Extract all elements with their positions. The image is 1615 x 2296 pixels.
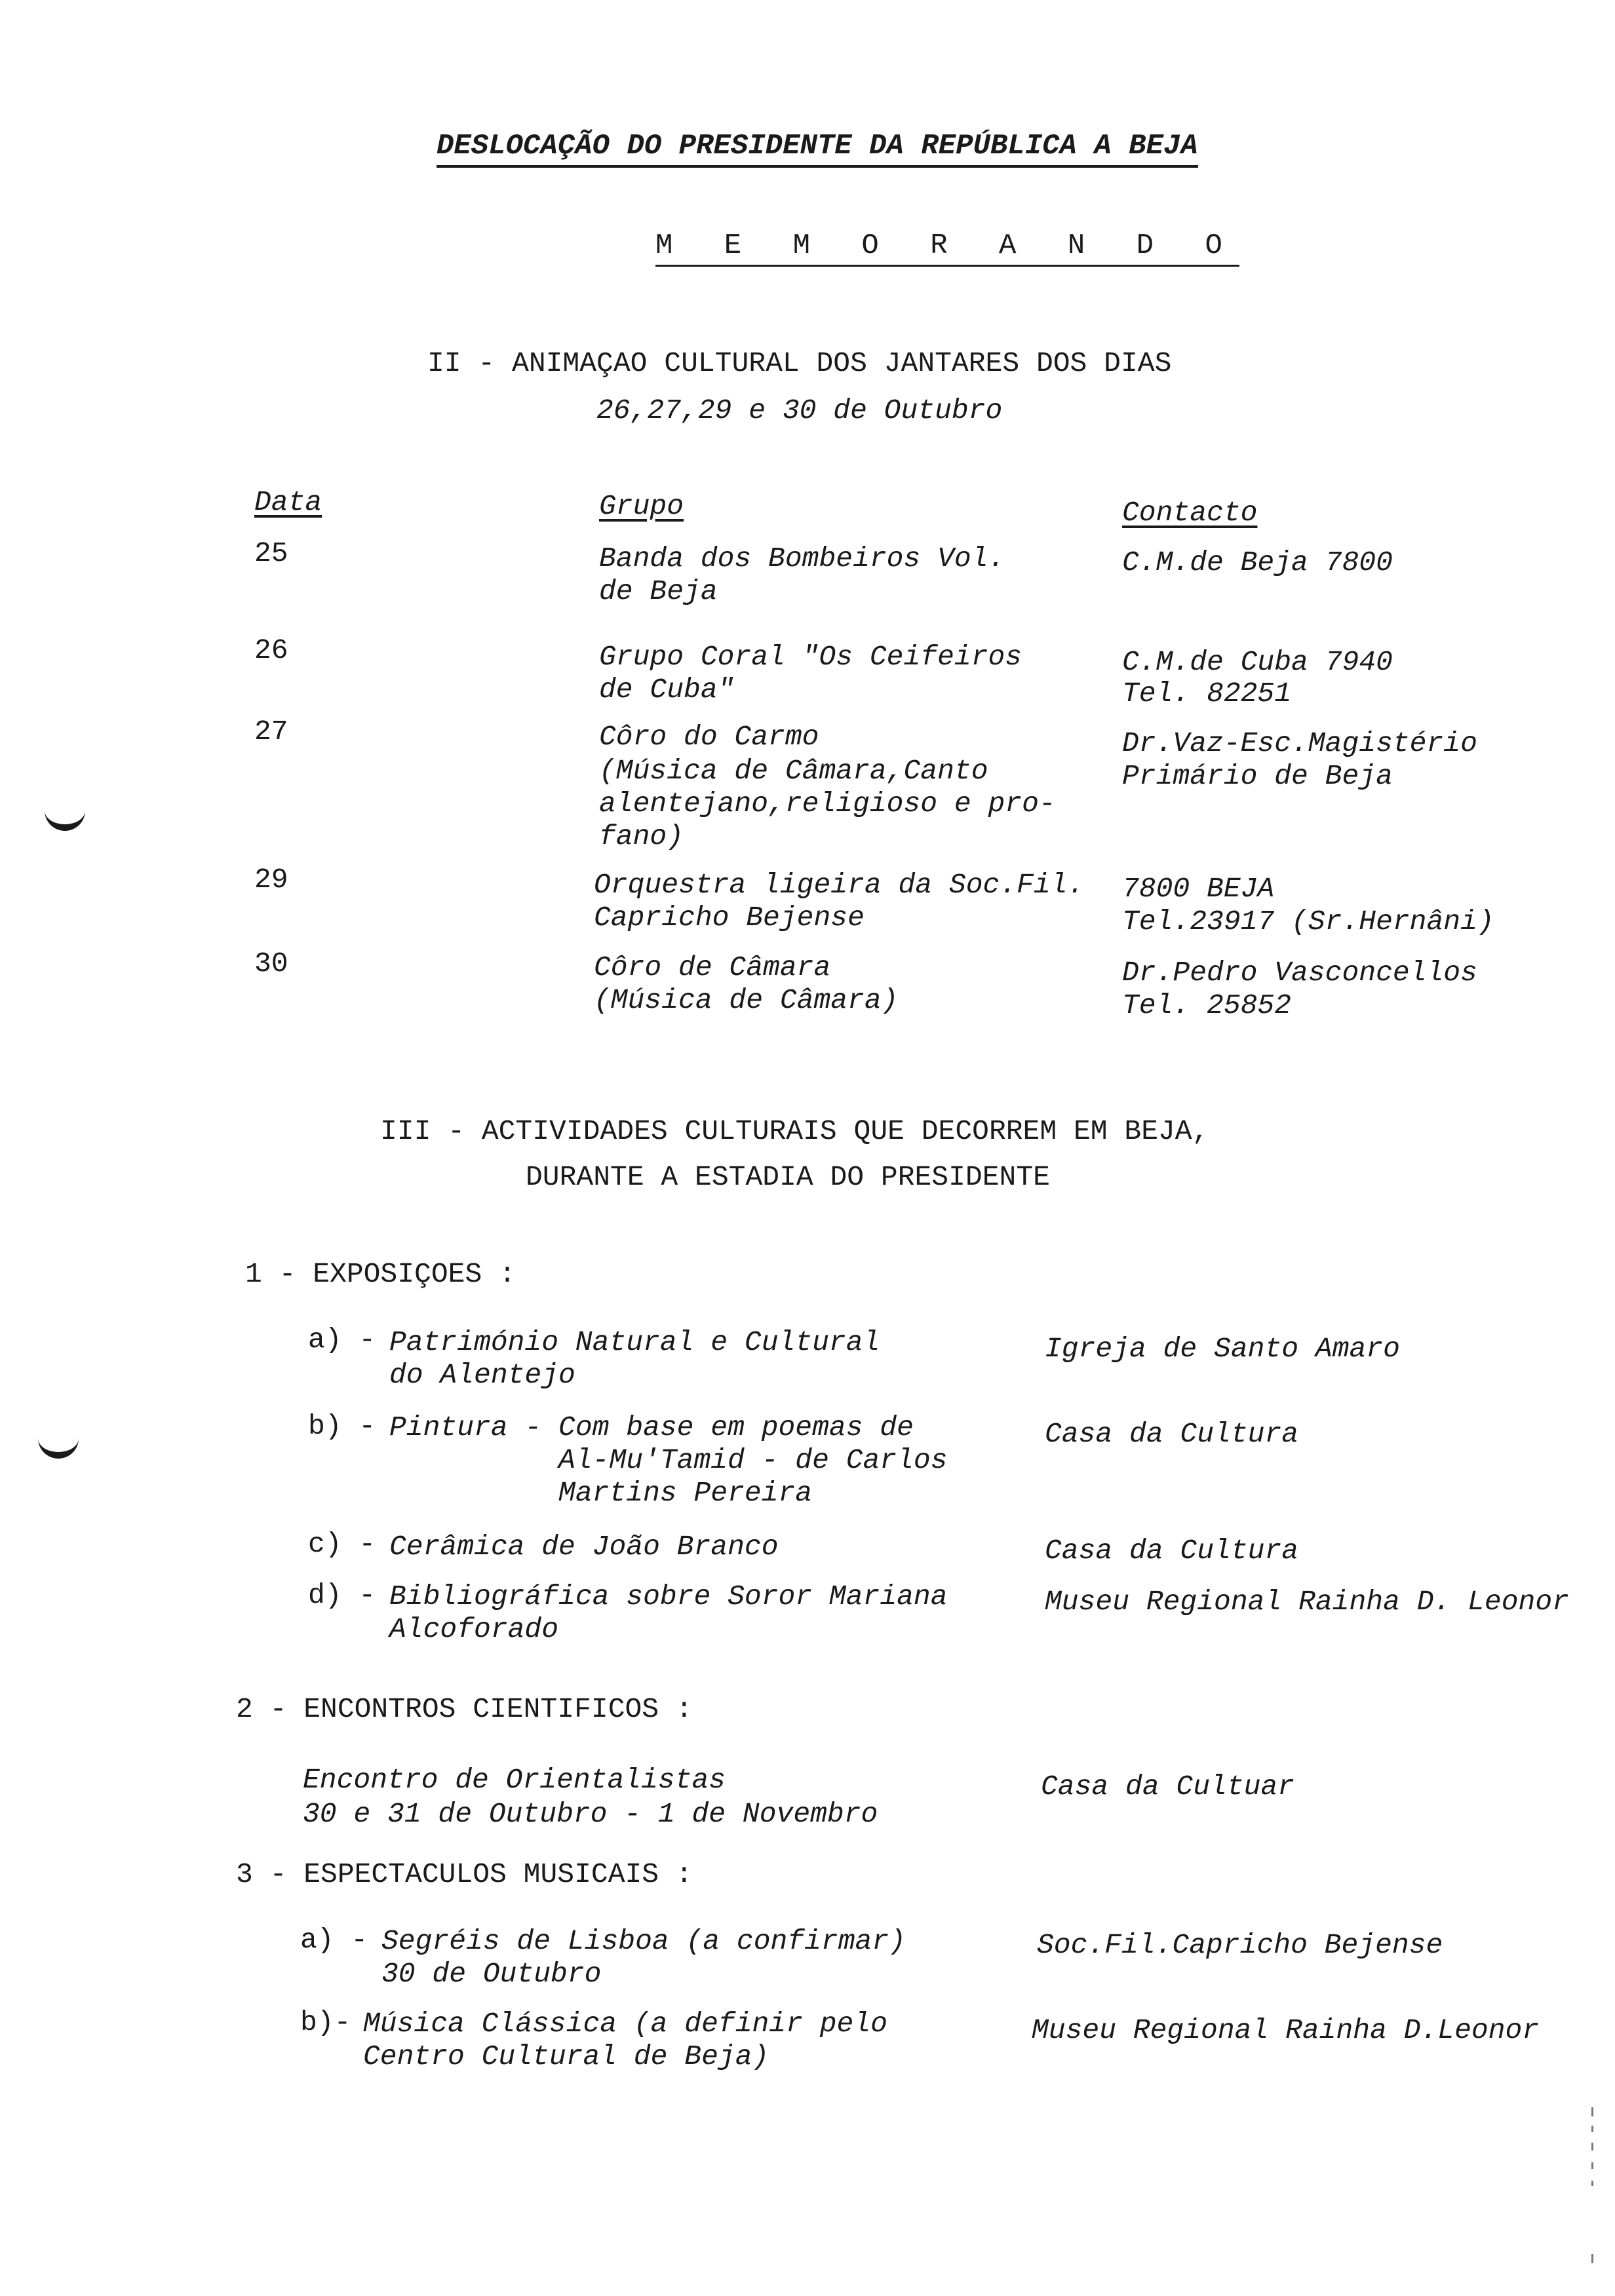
row-contact-line: Dr.Vaz-Esc.Magistério	[1122, 727, 1477, 759]
document-title: DESLOCAÇÃO DO PRESIDENTE DA REPÚBLICA A BEJA	[437, 130, 1198, 168]
row-group-line: (Música de Câmara,Canto	[599, 755, 988, 787]
encontros-line: Encontro de Orientalistas	[303, 1764, 726, 1796]
item-letter: a) -	[308, 1324, 376, 1356]
item-letter: b) -	[308, 1410, 376, 1442]
item-line: Al-Mu'Tamid - de Carlos	[389, 1444, 948, 1476]
row-date: 25	[254, 537, 288, 569]
scan-tick	[1591, 2181, 1593, 2186]
row-group-line: (Música de Câmara)	[594, 984, 899, 1016]
section-ii-dates: 26,27,29 e 30 de Outubro	[596, 394, 1003, 427]
row-contact-line: Dr.Pedro Vasconcellos	[1122, 957, 1477, 989]
item-line: Pintura - Com base em poemas de	[389, 1411, 914, 1444]
item-letter: b)-	[300, 2006, 351, 2038]
item-place: Museu Regional Rainha D. Leonor	[1045, 1586, 1569, 1618]
row-contact-line: Primário de Beja	[1122, 760, 1393, 792]
scan-tick	[1591, 2126, 1593, 2132]
item-letter: c) -	[308, 1528, 376, 1560]
scan-tick	[1591, 2254, 1593, 2263]
item-line: Centro Cultural de Beja)	[363, 2040, 769, 2073]
item-place: Casa da Cultura	[1045, 1535, 1299, 1567]
row-contact-line: Tel. 25852	[1122, 989, 1292, 1022]
row-group-line: Banda dos Bombeiros Vol.	[599, 543, 1005, 575]
espectaculos-heading: 3 - ESPECTACULOS MUSICAIS :	[236, 1858, 693, 1890]
item-line: Música Clássica (a definir pelo	[363, 2008, 887, 2040]
item-letter: a) -	[300, 1924, 368, 1956]
scan-tick	[1591, 2143, 1593, 2151]
row-date: 26	[254, 634, 288, 666]
row-date: 27	[254, 716, 288, 748]
row-group-line: Orquestra ligeira da Soc.Fil.	[594, 869, 1085, 901]
column-header-contact: Contacto	[1122, 497, 1258, 529]
section-iii-subheading: DURANTE A ESTADIA DO PRESIDENTE	[526, 1161, 1050, 1193]
binding-mark-icon	[45, 801, 85, 831]
item-place: Casa da Cultura	[1045, 1418, 1299, 1450]
row-group-line: Côro do Carmo	[599, 721, 819, 753]
item-line: 30 de Outubro	[381, 1958, 602, 1990]
scan-tick	[1591, 2162, 1593, 2169]
section-ii-heading: II - ANIMAÇAO CULTURAL DOS JANTARES DOS DIAS	[427, 347, 1172, 379]
item-place: Soc.Fil.Capricho Bejense	[1037, 1929, 1443, 1961]
item-line: Segréis de Lisboa (a confirmar)	[381, 1925, 906, 1957]
encontros-place: Casa da Cultuar	[1041, 1770, 1295, 1803]
row-date: 30	[254, 947, 288, 980]
item-letter: d) -	[308, 1579, 376, 1611]
item-line: Bibliográfica sobre Soror Mariana	[389, 1580, 948, 1613]
row-contact-line: 7800 BEJA	[1122, 873, 1275, 905]
row-group-line: alentejano,religioso e pro-	[599, 788, 1056, 820]
row-group-line: Capricho Bejense	[594, 902, 865, 934]
row-contact-line: C.M.de Beja 7800	[1122, 546, 1393, 579]
row-group-line: Côro de Câmara	[594, 951, 831, 984]
binding-mark-icon	[38, 1428, 79, 1459]
scan-tick	[1591, 2107, 1593, 2116]
item-line: do Alentejo	[389, 1359, 575, 1391]
item-place: Museu Regional Rainha D.Leonor	[1032, 2014, 1540, 2046]
row-group-line: de Beja	[599, 575, 718, 607]
row-group-line: fano)	[599, 820, 684, 852]
row-date: 29	[254, 864, 288, 896]
row-contact-line: Tel.23917 (Sr.Hernâni)	[1122, 906, 1494, 938]
memorandum-label: M E M O R A N D O	[655, 229, 1239, 267]
row-group-line: de Cuba"	[599, 674, 735, 706]
item-line: Património Natural e Cultural	[389, 1326, 880, 1358]
row-group-line: Grupo Coral "Os Ceifeiros	[599, 641, 1022, 673]
encontros-heading: 2 - ENCONTROS CIENTIFICOS :	[236, 1693, 693, 1725]
item-line: Martins Pereira	[389, 1477, 813, 1509]
section-iii-heading: III - ACTIVIDADES CULTURAIS QUE DECORREM EM BEJA,	[380, 1115, 1209, 1147]
exposicoes-heading: 1 - EXPOSIÇOES :	[245, 1258, 516, 1290]
row-contact-line: Tel. 82251	[1122, 678, 1292, 710]
item-line: Cerâmica de João Branco	[389, 1531, 779, 1563]
encontros-line: 30 e 31 de Outubro - 1 de Novembro	[303, 1798, 878, 1830]
item-line: Alcoforado	[389, 1613, 559, 1645]
column-header-group: Grupo	[599, 490, 684, 522]
row-contact-line: C.M.de Cuba 7940	[1122, 646, 1393, 678]
column-header-date: Data	[254, 486, 322, 518]
item-place: Igreja de Santo Amaro	[1045, 1333, 1400, 1365]
